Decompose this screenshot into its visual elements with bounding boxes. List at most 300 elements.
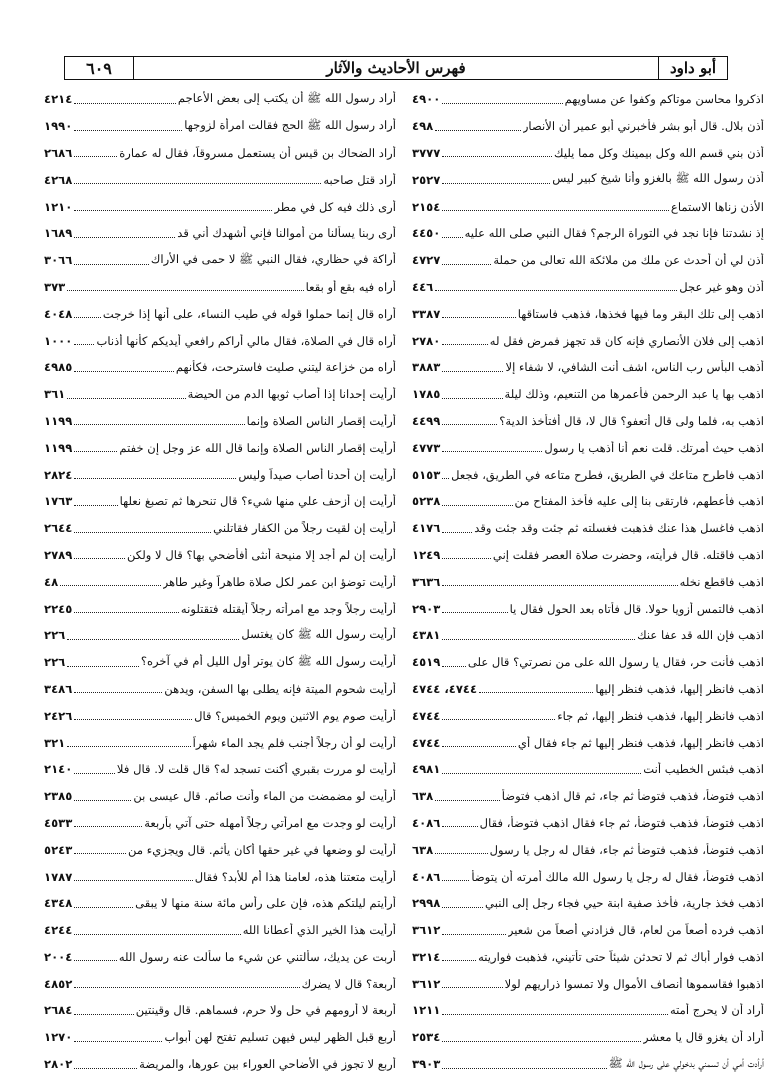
leader-dots bbox=[74, 818, 142, 827]
hadith-number: ٢٤٢٦ bbox=[44, 708, 73, 723]
hadith-text: اذهب بها يا عبد الرحمن فأعمرها من التنعيم، وذلك ليلة bbox=[504, 387, 764, 402]
hadith-text: أرأيت هذا الخير الذي أعطانا الله bbox=[242, 923, 396, 938]
index-entry bbox=[412, 381, 764, 408]
leader-dots bbox=[435, 122, 521, 131]
leader-dots bbox=[442, 336, 487, 345]
index-entry bbox=[412, 327, 764, 354]
leader-dots bbox=[442, 363, 503, 372]
index-entry bbox=[44, 220, 396, 247]
hadith-text: اذهب فاطرح متاعك في الطريق، فطرح متاعه في الطريق، فجعل bbox=[451, 467, 764, 482]
index-entry bbox=[44, 649, 396, 676]
leader-dots bbox=[67, 282, 303, 291]
hadith-text: أراد رسول الله ﷺ الحج فقالت امرأة لزوجها bbox=[184, 117, 396, 132]
hadith-text: أرأيت لو أن رجلاً أجنب فلم يجد الماء شهراً bbox=[192, 735, 396, 750]
index-entry bbox=[412, 702, 764, 729]
hadith-text: أرأيت إن أزحف علي منها شيء؟ قال تنحرها ثم تصبغ نعلها bbox=[119, 494, 396, 509]
right-column bbox=[412, 86, 764, 1086]
hadith-number: ٢٦٨٦ bbox=[44, 145, 73, 160]
hadith-text: اذهب فإن الله قد عفا عنك bbox=[637, 628, 764, 643]
hadith-number: ٤٠٨٦ bbox=[412, 815, 441, 830]
leader-dots bbox=[435, 792, 499, 801]
hadith-text: اذهب فوار أباك ثم لا تحدثن شيئاً حتى تأتيني، فذهبت فواريته bbox=[478, 949, 764, 964]
index-entry bbox=[412, 542, 764, 569]
leader-dots bbox=[442, 818, 477, 827]
leader-dots bbox=[442, 202, 669, 211]
index-entry bbox=[44, 113, 396, 140]
hadith-number: ١٦٨٩ bbox=[44, 226, 73, 241]
leader-dots bbox=[74, 363, 174, 372]
hadith-text: أرأيت صوم يوم الاثنين ويوم الخميس؟ قال bbox=[194, 708, 396, 723]
hadith-text: أذن لي أن أحدث عن ملك من ملائكة الله تعالى من حملة bbox=[493, 253, 764, 268]
leader-dots bbox=[435, 845, 487, 854]
hadith-number: ٤٨ bbox=[44, 574, 59, 589]
leader-dots bbox=[74, 845, 126, 854]
leader-dots bbox=[442, 631, 635, 640]
leader-dots bbox=[67, 658, 139, 667]
hadith-text: أرأيت توضؤ ابن عمر لكل صلاة طاهراً وغير طاهر bbox=[162, 574, 396, 589]
hadith-number: ٣٩٠٣ bbox=[412, 1057, 441, 1072]
leader-dots bbox=[442, 497, 512, 506]
index-entry bbox=[44, 193, 396, 220]
leader-dots bbox=[442, 390, 502, 399]
hadith-text: أرأيت إن لقيت رجلاً من الكفار فقاتلني bbox=[213, 521, 396, 536]
hadith-text: أرأيت لو وضعها في غير حقها أكان يأثم. قال ويجزيء من bbox=[128, 842, 396, 857]
leader-dots bbox=[442, 1033, 641, 1042]
hadith-number: ١١٩٩ bbox=[44, 413, 73, 428]
hadith-text: اذهب فتوضأ، فقال له رجل يا رسول الله مالك أمرته أن يتوضأ bbox=[471, 869, 764, 884]
hadith-number: ٤٧٤٤ bbox=[412, 708, 441, 723]
leader-dots bbox=[442, 550, 491, 559]
hadith-number: ٤٣٤٨ bbox=[44, 896, 73, 911]
index-entry bbox=[412, 568, 764, 595]
hadith-text: اذهب فتوضأ، فذهب فتوضأ ثم جاء، فقال له رجل يا رسول bbox=[489, 842, 764, 857]
index-entry bbox=[44, 434, 396, 461]
index-entry bbox=[412, 756, 764, 783]
hadith-number: ١٢١١ bbox=[412, 1003, 441, 1018]
index-entry bbox=[412, 944, 764, 971]
leader-dots bbox=[74, 416, 244, 425]
hadith-number: ٣٢١ bbox=[44, 735, 66, 750]
index-entry bbox=[44, 568, 396, 595]
hadith-text: اذهب فانظر إليها، فذهب فنظر إليها، ثم جاء bbox=[557, 708, 764, 723]
hadith-text: أرأيت إقصار الناس الصلاة وإنما قال الله عز وجل إن خفتم bbox=[119, 440, 396, 455]
hadith-text: اذهب فبئس الخطيب أنت bbox=[643, 762, 764, 777]
leader-dots bbox=[442, 416, 497, 425]
leader-dots bbox=[442, 711, 555, 720]
hadith-number: ٤٩٨ bbox=[412, 119, 434, 134]
hadith-text: اذهب فأنت حر، فقال يا رسول الله على من نصرتي؟ قال على bbox=[467, 655, 764, 670]
hadith-text: أراد قتل صاحبه bbox=[323, 172, 396, 187]
leader-dots bbox=[74, 1033, 162, 1042]
index-entry bbox=[412, 1051, 764, 1078]
leader-dots bbox=[74, 95, 176, 104]
leader-dots bbox=[74, 256, 149, 265]
leader-dots bbox=[74, 336, 94, 345]
hadith-number: ٥١٥٣ bbox=[412, 467, 441, 482]
hadith-text: أراد الضحاك بن قيس أن يستعمل مسروقاً، فقال له عمارة bbox=[119, 145, 396, 160]
index-entry bbox=[412, 836, 764, 863]
index-entry bbox=[412, 274, 764, 301]
leader-dots bbox=[442, 1006, 668, 1015]
leader-dots bbox=[74, 1006, 133, 1015]
hadith-number: ١٩٩٠ bbox=[44, 119, 73, 134]
hadith-text: أرى ربنا يسألنا من أموالنا فإني أشهدك أني قد bbox=[177, 226, 396, 241]
hadith-text: اذكروا محاسن موتاكم وكفوا عن مساويهم bbox=[564, 92, 764, 107]
hadith-text: أرأيتم ليلتكم هذه، فإن على رأس مائة سنة منها لا يبقى bbox=[135, 896, 396, 911]
hadith-number: ٣٢١٤ bbox=[412, 949, 441, 964]
hadith-number: ٤٥٣٣ bbox=[44, 815, 73, 830]
hadith-text: أربع لا تجوز في الأضاحي العوراء بين عورها، والمريضة bbox=[139, 1057, 396, 1072]
page-header bbox=[64, 56, 728, 80]
hadith-text: أرأيت متعتنا هذه، لعامنا هذا أم للأبد؟ فقال bbox=[194, 869, 396, 884]
hadith-text: أذن وهو غير عجل bbox=[679, 279, 764, 294]
leader-dots bbox=[442, 95, 562, 104]
leader-dots bbox=[74, 175, 321, 184]
hadith-text: اذهب فالتمس أزويا حولا. قال فأتاه بعد الحول فقال يا bbox=[509, 601, 764, 616]
hadith-text: اذهب فأعطهم، فارتقى بنا إلى عليه فأخذ المفتاح من bbox=[514, 494, 764, 509]
hadith-number: ٤٧٤٤ bbox=[412, 735, 441, 750]
index-entry bbox=[412, 595, 764, 622]
hadith-number: ٥٢٤٣ bbox=[44, 842, 73, 857]
hadith-number: ٢٢٤٥ bbox=[44, 601, 73, 616]
index-entry bbox=[412, 515, 764, 542]
hadith-text: أربت عن يديك، سألتني عن شيء ما سألت عنه رسول الله bbox=[118, 949, 396, 964]
hadith-number: ٤٧٧٣ bbox=[412, 440, 441, 455]
hadith-text: أراد رسول الله ﷺ أن يكتب إلى بعض الأعاجم bbox=[177, 90, 396, 105]
hadith-number: ٤٨٥٢ bbox=[44, 976, 73, 991]
hadith-text: أرأيت لو مضمضت من الماء وأنت صائم. قال عيسى بن bbox=[133, 789, 396, 804]
hadith-text: اذهب به، فلما ولى قال أتعفو؟ قال لا، قال أفتأخذ الدية؟ bbox=[499, 413, 764, 428]
index-entry bbox=[412, 917, 764, 944]
leader-dots bbox=[442, 470, 449, 479]
hadith-number: ٣٤٨٦ bbox=[44, 681, 73, 696]
index-entry bbox=[412, 649, 764, 676]
hadith-text: أربعة لا أرومهم في حل ولا حرم، فسماهم. قال وقينتين bbox=[135, 1003, 396, 1018]
hadith-text: أراه قال إنما حملوا قوله في طيب النساء، على أنها إذا خرجت bbox=[102, 306, 396, 321]
leader-dots bbox=[442, 979, 502, 988]
index-entry bbox=[412, 220, 764, 247]
hadith-number: ٤٢٤٤ bbox=[44, 923, 73, 938]
hadith-text: أراد أن لا يحرج أمته bbox=[669, 1003, 764, 1018]
index-entry bbox=[44, 1024, 396, 1051]
hadith-text: أرأيت رسول الله ﷺ كان يغتسل bbox=[241, 626, 396, 641]
hadith-number: ٤٠٨٦ bbox=[412, 869, 441, 884]
hadith-text: اذهب فاقتله. قال فرأيته، وحضرت صلاة العصر فقلت إني bbox=[492, 547, 764, 562]
index-entry bbox=[44, 810, 396, 837]
leader-dots bbox=[74, 926, 240, 935]
index-entry bbox=[44, 166, 396, 193]
index-entry bbox=[412, 113, 764, 140]
index-entry bbox=[44, 488, 396, 515]
leader-dots bbox=[74, 711, 192, 720]
index-entry bbox=[44, 836, 396, 863]
leader-dots bbox=[442, 952, 476, 961]
index-entry bbox=[412, 863, 764, 890]
hadith-number: ٤٤٥٠ bbox=[412, 226, 441, 241]
leader-dots bbox=[74, 684, 162, 693]
hadith-text: أرأيت شحوم الميتة فإنه يطلى بها السفن، ويدهن bbox=[164, 681, 396, 696]
leader-dots bbox=[74, 470, 236, 479]
index-entry bbox=[412, 166, 764, 193]
leader-dots bbox=[74, 792, 131, 801]
hadith-text: أذن رسول الله ﷺ بالغزو وأنا شيخ كبير ليس bbox=[552, 171, 764, 186]
hadith-text: أرأيت لو وجدت مع امرأتي رجلاً أمهله حتى آتي بأربعة bbox=[144, 815, 396, 830]
hadith-text: أراكة في حظاري، فقال النبي ﷺ لا حمى في الأراك bbox=[150, 251, 396, 266]
hadith-number: ٢٦٨٤ bbox=[44, 1003, 73, 1018]
hadith-number: ٤٩٨١ bbox=[412, 762, 441, 777]
hadith-number: ٤٩٨٥ bbox=[44, 360, 73, 375]
index-entry bbox=[44, 863, 396, 890]
hadith-number: ٤٢٦٨ bbox=[44, 172, 73, 187]
hadith-number: ٣٦١٢ bbox=[412, 923, 441, 938]
hadith-text: أرأيت لو مررت بقبري أكنت تسجد له؟ قال قلت لا. قال فلا bbox=[116, 762, 396, 777]
index-entry bbox=[412, 434, 764, 461]
hadith-number: ١٧٦٣ bbox=[44, 494, 73, 509]
index-entry bbox=[44, 890, 396, 917]
hadith-text: أذهب البأس رب الناس، اشف أنت الشافي، لا شفاء إلا bbox=[505, 360, 764, 375]
index-entry bbox=[44, 381, 396, 408]
index-entry bbox=[44, 997, 396, 1024]
leader-dots bbox=[442, 148, 552, 157]
leader-dots bbox=[74, 765, 115, 774]
hadith-number: ٢٨٠٢ bbox=[44, 1057, 73, 1072]
hadith-text: أرأيت إقصار الناس الصلاة وإنما bbox=[246, 413, 396, 428]
leader-dots bbox=[74, 1060, 137, 1069]
index-entry bbox=[44, 408, 396, 435]
index-entry bbox=[44, 917, 396, 944]
index-columns bbox=[44, 86, 764, 1086]
hadith-number: ٤٩٠٠ bbox=[412, 92, 441, 107]
hadith-text: أراه قال في الصلاة، فقال مالي أراكم رافعي أيديكم كأنها أذناب bbox=[96, 333, 396, 348]
leader-dots bbox=[442, 738, 516, 747]
hadith-number: ١١٩٩ bbox=[44, 440, 73, 455]
hadith-text: اذهب فتوضأ، فذهب فتوضأ ثم جاء، ثم قال اذهب فتوضأ bbox=[501, 789, 764, 804]
hadith-number: ٢١٥٤ bbox=[412, 199, 441, 214]
hadith-text: اذهب فاغسل هذا عنك فذهبت فغسلته ثم جئت وقد جئت وقد bbox=[474, 521, 764, 536]
hadith-number: ٢٠٠٤ bbox=[44, 949, 73, 964]
leader-dots bbox=[67, 631, 239, 640]
leader-dots bbox=[442, 309, 515, 318]
hadith-number: ١٢٧٠ bbox=[44, 1030, 73, 1045]
index-entry bbox=[412, 488, 764, 515]
hadith-text: اذهب فانظر إليها، فذهب فنظر إليها ثم جاء فقال أي bbox=[517, 735, 764, 750]
hadith-number: ٣٧٧٧ bbox=[412, 145, 441, 160]
hadith-text: اذهبوا فقاسموها أنصاف الأموال ولا تمسوا ذراريهم لولا bbox=[504, 976, 764, 991]
hadith-text: أذن بني قسم الله وكل بيمينك وكل مما يليك bbox=[554, 145, 764, 160]
index-entry bbox=[412, 140, 764, 167]
leader-dots bbox=[74, 202, 272, 211]
index-entry bbox=[44, 300, 396, 327]
hadith-number: ٣٦١٢ bbox=[412, 976, 441, 991]
index-entry bbox=[412, 408, 764, 435]
hadith-number: ١٧٨٥ bbox=[412, 387, 441, 402]
hadith-text: أرى ذلك فيه كل في مطر bbox=[274, 199, 396, 214]
hadith-number: ٤٤٦ bbox=[412, 279, 434, 294]
hadith-text: اذهب فاقطع نخله bbox=[679, 574, 764, 589]
index-entry bbox=[412, 729, 764, 756]
book-title: أبو داود bbox=[658, 57, 727, 79]
hadith-number: ٣٦٣٦ bbox=[412, 574, 441, 589]
index-entry bbox=[44, 327, 396, 354]
hadith-number: ٤٠٤٨ bbox=[44, 306, 73, 321]
leader-dots bbox=[479, 684, 593, 693]
index-entry bbox=[412, 300, 764, 327]
leader-dots bbox=[67, 738, 190, 747]
hadith-number: ٢٧٨٠ bbox=[412, 333, 441, 348]
hadith-text: الأذن زناها الاستماع bbox=[670, 199, 764, 214]
hadith-text: أرأيت رجلاً وجد مع امرأته رجلاً أيقتله فتقتلونه bbox=[180, 601, 396, 616]
index-entry bbox=[44, 970, 396, 997]
index-entry bbox=[44, 1051, 396, 1078]
hadith-text: اذهب إلى تلك البقر وما فيها فخذها، فذهب فاستاقها bbox=[517, 306, 764, 321]
index-entry bbox=[44, 595, 396, 622]
index-entry bbox=[412, 193, 764, 220]
hadith-text: اذهب فتوضأ، فذهب فتوضأ، ثم جاء فقال اذهب فتوضأ، فقال bbox=[479, 815, 764, 830]
leader-dots bbox=[74, 952, 117, 961]
hadith-number: ٢٣٨٥ bbox=[44, 789, 73, 804]
hadith-number: ٢٢٦ bbox=[44, 655, 66, 670]
index-entry bbox=[44, 783, 396, 810]
leader-dots bbox=[60, 577, 160, 586]
index-entry bbox=[412, 783, 764, 810]
hadith-number: ٢٧٨٩ bbox=[44, 547, 73, 562]
hadith-number: ٤٤٩٩ bbox=[412, 413, 441, 428]
hadith-number: ٢٢٦ bbox=[44, 628, 66, 643]
index-entry bbox=[412, 970, 764, 997]
leader-dots bbox=[74, 604, 179, 613]
leader-dots bbox=[442, 926, 506, 935]
leader-dots bbox=[442, 229, 462, 238]
hadith-number: ٤٢١٤ bbox=[44, 92, 73, 107]
index-entry bbox=[412, 810, 764, 837]
hadith-text: أرأيت رسول الله ﷺ كان يوتر أول الليل أم في آخره؟ bbox=[140, 653, 396, 668]
index-entry bbox=[412, 676, 764, 703]
hadith-number: ٤٧٢٧ bbox=[412, 253, 441, 268]
leader-dots bbox=[74, 122, 182, 131]
index-entry bbox=[44, 515, 396, 542]
index-entry bbox=[44, 542, 396, 569]
hadith-number: ٣٠٦٦ bbox=[44, 253, 73, 268]
leader-dots bbox=[442, 175, 550, 184]
index-entry bbox=[44, 622, 396, 649]
hadith-text: اذهب فخذ جارية، فأخذ صفية ابنة حيي فجاء رجل إلى النبي bbox=[485, 896, 764, 911]
hadith-number: ٥٢٣٨ bbox=[412, 494, 441, 509]
hadith-number: ٢٨٢٤ bbox=[44, 467, 73, 482]
hadith-text: أراه فيه بقع أو بقعا bbox=[305, 279, 396, 294]
hadith-text: أربعة؟ قال لا يضرك bbox=[301, 976, 396, 991]
leader-dots bbox=[442, 604, 507, 613]
hadith-number: ٣٦١ bbox=[44, 387, 66, 402]
hadith-text: اذهب فرده أصعاً من لعام، قال فزادني أصعاً من شعير bbox=[507, 923, 764, 938]
index-entry bbox=[44, 702, 396, 729]
leader-dots bbox=[74, 309, 101, 318]
hadith-text: إذ نشدتنا فإنا نجد في التوراة الرجم؟ فقال النبي صلى الله عليه bbox=[464, 226, 764, 241]
index-entry bbox=[44, 756, 396, 783]
hadith-text: أربع قبل الظهر ليس فيهن تسليم تفتح لهن أبواب bbox=[164, 1030, 396, 1045]
hadith-number: ٦٣٨ bbox=[412, 842, 434, 857]
hadith-number: ٣٧٣ bbox=[44, 279, 66, 294]
hadith-number: ١٠٠٠ bbox=[44, 333, 73, 348]
index-title: فهرس الأحاديث والآثار bbox=[326, 59, 466, 77]
hadith-number: ٦٣٨ bbox=[412, 789, 434, 804]
leader-dots bbox=[74, 229, 175, 238]
hadith-number: ٢٦٤٤ bbox=[44, 521, 73, 536]
leader-dots bbox=[442, 256, 491, 265]
index-entry bbox=[412, 247, 764, 274]
leader-dots bbox=[74, 550, 125, 559]
hadith-text: اذهب إلى فلان الأنصاري فإنه كان قد تجهز فمرض فقل له bbox=[489, 333, 764, 348]
hadith-text: أرأدت أمي أن تسمني بدخولي على رسول الله ﷺ bbox=[608, 1055, 764, 1070]
index-entry bbox=[44, 140, 396, 167]
hadith-number: ٢١٤٠ bbox=[44, 762, 73, 777]
hadith-number: ٣٨٨٣ bbox=[412, 360, 441, 375]
hadith-text: أذن بلال. قال أبو بشر فأخبرني أبو عمير أن الأنصار bbox=[522, 119, 764, 134]
index-entry bbox=[412, 622, 764, 649]
index-entry bbox=[412, 86, 764, 113]
leader-dots bbox=[442, 524, 472, 533]
leader-dots bbox=[74, 148, 117, 157]
index-entry bbox=[412, 997, 764, 1024]
index-entry bbox=[44, 274, 396, 301]
leader-dots bbox=[435, 282, 677, 291]
leader-dots bbox=[74, 497, 117, 506]
hadith-number: ٤١٧٦ bbox=[412, 521, 441, 536]
leader-dots bbox=[74, 899, 133, 908]
index-entry bbox=[44, 944, 396, 971]
index-entry bbox=[44, 354, 396, 381]
leader-dots bbox=[442, 899, 483, 908]
hadith-number: ٤٣٨١ bbox=[412, 628, 441, 643]
leader-dots bbox=[442, 1060, 606, 1069]
leader-dots bbox=[442, 765, 641, 774]
hadith-text: اذهب فانظر إليها، فذهب فنظر إليها bbox=[595, 681, 764, 696]
hadith-number: ١٢٤٩ bbox=[412, 547, 441, 562]
hadith-text: أراد أن يغزو قال يا معشر bbox=[643, 1030, 764, 1045]
hadith-text: أراه من خزاعة ليتني صليت فاسترحت، فكأنهم bbox=[175, 360, 396, 375]
leader-dots bbox=[442, 872, 469, 881]
index-entry bbox=[412, 1024, 764, 1051]
index-entry bbox=[44, 676, 396, 703]
leader-dots bbox=[74, 979, 299, 988]
index-entry bbox=[44, 729, 396, 756]
leader-dots bbox=[74, 524, 211, 533]
leader-dots bbox=[74, 872, 192, 881]
hadith-number: ٤٥١٩ bbox=[412, 655, 441, 670]
hadith-number: ٢٩٩٨ bbox=[412, 896, 441, 911]
hadith-text: اذهب حيث أمرتك. قلت نعم أنا أذهب يا رسول bbox=[544, 440, 764, 455]
index-entry bbox=[44, 247, 396, 274]
hadith-number: ١٢١٠ bbox=[44, 199, 73, 214]
hadith-number: ٤٧٤٤، ٤٧٤٤ bbox=[412, 681, 478, 696]
index-entry bbox=[412, 461, 764, 488]
hadith-text: أرأيت إحدانا إذا أصاب ثوبها الدم من الحيضة bbox=[187, 387, 396, 402]
index-entry bbox=[44, 461, 396, 488]
hadith-text: أرأيت إن لم أجد إلا منيحة أنثى أفأضحي بها؟ قال لا ولكن bbox=[126, 547, 396, 562]
hadith-number: ٢٩٠٣ bbox=[412, 601, 441, 616]
leader-dots bbox=[442, 658, 466, 667]
hadith-text: أرأيت إن أحدنا أصاب صيداً وليس bbox=[238, 467, 396, 482]
leader-dots bbox=[442, 443, 542, 452]
leader-dots bbox=[74, 443, 117, 452]
index-entry bbox=[412, 354, 764, 381]
index-entry bbox=[44, 86, 396, 113]
leader-dots bbox=[442, 577, 677, 586]
leader-dots bbox=[67, 390, 185, 399]
page-number: ٦٠٩ bbox=[65, 57, 134, 79]
hadith-number: ٢٥٣٤ bbox=[412, 1030, 441, 1045]
hadith-number: ٣٣٨٧ bbox=[412, 306, 441, 321]
hadith-number: ٢٥٢٧ bbox=[412, 172, 441, 187]
